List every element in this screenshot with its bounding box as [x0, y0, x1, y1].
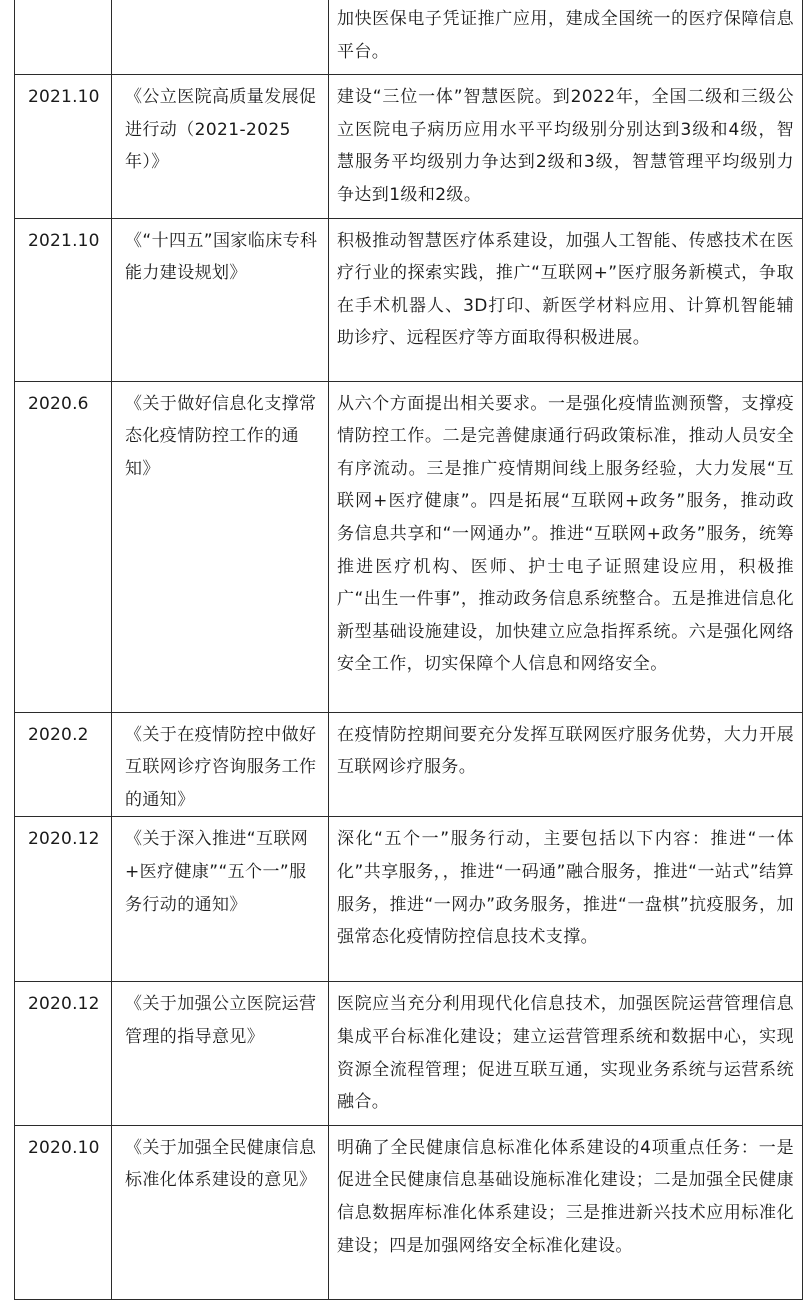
date-cell: 2020.12: [15, 982, 112, 1125]
date-cell: 2020.2: [15, 712, 112, 817]
table-row: [15, 0, 803, 75]
policy-table: [14, 0, 803, 1300]
policy-title-cell: 《关于加强全民健康信息标准化体系建设的意见》: [112, 1125, 329, 1299]
table-row: [15, 218, 803, 381]
policy-description-cell: 在疫情防控期间要充分发挥互联网医疗服务优势，大力开展互联网诊疗服务。: [329, 712, 803, 817]
policy-description-cell: 从六个方面提出相关要求。一是强化疫情监测预警，支撑疫情防控工作。二是完善健康通行码政策标准，推动人员安全有序流动。三是推广疫情期间线上服务经验，大力发展“互联网+医疗健康”。四是拓展“互联网+政务”服务，推动政务信息共享和“一网通办”。推进“互联网+政务”服务，统筹推进医疗机构、医师、护士电子证照建设应用，积极推广“出生一件事”，推动政务信息系统整合。五是推进信息化新型基础设施建设，加快建立应急指挥系统。六是强化网络安全工作，切实保障个人信息和网络安全。: [329, 381, 803, 712]
date-cell: [15, 0, 112, 75]
date-cell: 2020.10: [15, 1125, 112, 1299]
table-row: [15, 381, 803, 712]
policy-title-cell: 《关于加强公立医院运营管理的指导意见》: [112, 982, 329, 1125]
policy-title-cell: [112, 0, 329, 75]
policy-description-cell: 加快医保电子凭证推广应用，建成全国统一的医疗保障信息平台。: [329, 0, 803, 75]
policy-title-cell: 《“十四五”国家临床专科能力建设规划》: [112, 218, 329, 381]
date-cell: 2021.10: [15, 75, 112, 218]
policy-description-cell: 医院应当充分利用现代化信息技术，加强医院运营管理信息集成平台标准化建设；建立运营管理系统和数据中心，实现资源全流程管理；促进互联互通，实现业务系统与运营系统融合。: [329, 982, 803, 1125]
table-row: [15, 1125, 803, 1299]
table-row: [15, 712, 803, 817]
policy-description-cell: 深化“五个一”服务行动，主要包括以下内容：推进“一体化”共享服务，，推进“一码通”融合服务，推进“一站式”结算服务，推进“一网办”政务服务，推进“一盘棋”抗疫服务，加强常态化疫情防控信息技术支撑。: [329, 817, 803, 982]
policy-title-cell: 《关于在疫情防控中做好互联网诊疗咨询服务工作的通知》: [112, 712, 329, 817]
date-cell: 2021.10: [15, 218, 112, 381]
date-cell: 2020.12: [15, 817, 112, 982]
policy-title-cell: 《关于深入推进“互联网+医疗健康”“五个一”服务行动的通知》: [112, 817, 329, 982]
policy-description-cell: 积极推动智慧医疗体系建设，加强人工智能、传感技术在医疗行业的探索实践，推广“互联网+”医疗服务新模式，争取在手术机器人、3D打印、新医学材料应用、计算机智能辅助诊疗、远程医疗等方面取得积极进展。: [329, 218, 803, 381]
policy-description-cell: 建设“三位一体”智慧医院。到2022年，全国二级和三级公立医院电子病历应用水平平均级别分别达到3级和4级，智慧服务平均级别力争达到2级和3级，智慧管理平均级别力争达到1级和2级。: [329, 75, 803, 218]
policy-title-cell: 《关于做好信息化支撑常态化疫情防控工作的通知》: [112, 381, 329, 712]
date-cell: 2020.6: [15, 381, 112, 712]
policy-description-cell: 明确了全民健康信息标准化体系建设的4项重点任务：一是促进全民健康信息基础设施标准化建设；二是加强全民健康信息数据库标准化体系建设；三是推进新兴技术应用标准化建设；四是加强网络安全标准化建设。: [329, 1125, 803, 1299]
table-row: [15, 817, 803, 982]
table-row: [15, 75, 803, 218]
policy-title-cell: 《公立医院高质量发展促进行动（2021-2025年）》: [112, 75, 329, 218]
table-row: [15, 982, 803, 1125]
